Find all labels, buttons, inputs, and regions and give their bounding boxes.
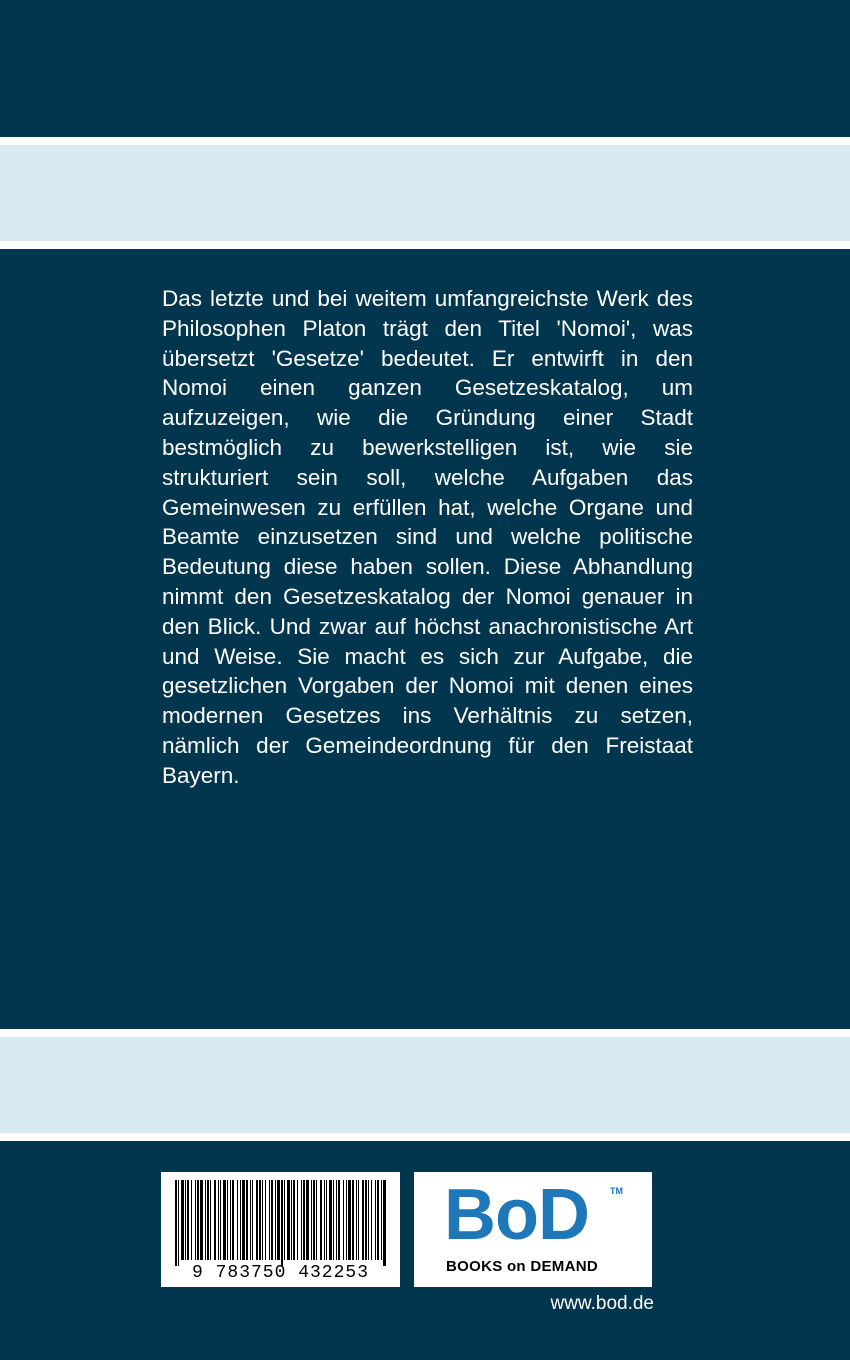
trademark-mark: TM (610, 1186, 623, 1196)
isbn-barcode (161, 1172, 400, 1287)
publisher-website: www.bod.de (550, 1293, 654, 1314)
top-light-band (0, 137, 850, 249)
isbn-number: 9 783750 432253 (191, 1263, 370, 1283)
publisher-logo-box (414, 1172, 652, 1287)
publisher-tagline: BOOKS on DEMAND (446, 1258, 598, 1275)
bod-logo: BoD (444, 1175, 589, 1255)
bottom-light-band (0, 1029, 850, 1141)
back-cover-blurb: Das letzte und bei weitem umfangreichste Werk des Philosophen Platon trägt den Titel 'Nomoi', was übersetzt 'Gesetze' bedeutet. Er entwirft in den Nomoi einen ganzen Gesetzeskatalog, um aufzuzeigen, wie die Gründung einer Stadt bestmöglich zu bewerkstelligen ist, wie sie strukturiert sein soll, welche Aufgaben das Gemeinwesen zu erfüllen hat, welche Organe und Beamte einzusetzen sind und welche politische Bedeutung diese haben sollen. Diese Abhandlung nimmt den Gesetzeskatalog der Nomoi genauer in den Blick. Und zwar auf höchst anachronistische Art und Weise. Sie macht es sich zur Aufgabe, die gesetzlichen Vorgaben der Nomoi mit denen eines modernen Gesetzes ins Verhältnis zu setzen, nämlich der Gemeindeordnung für den Freistaat Bayern. (162, 286, 693, 788)
